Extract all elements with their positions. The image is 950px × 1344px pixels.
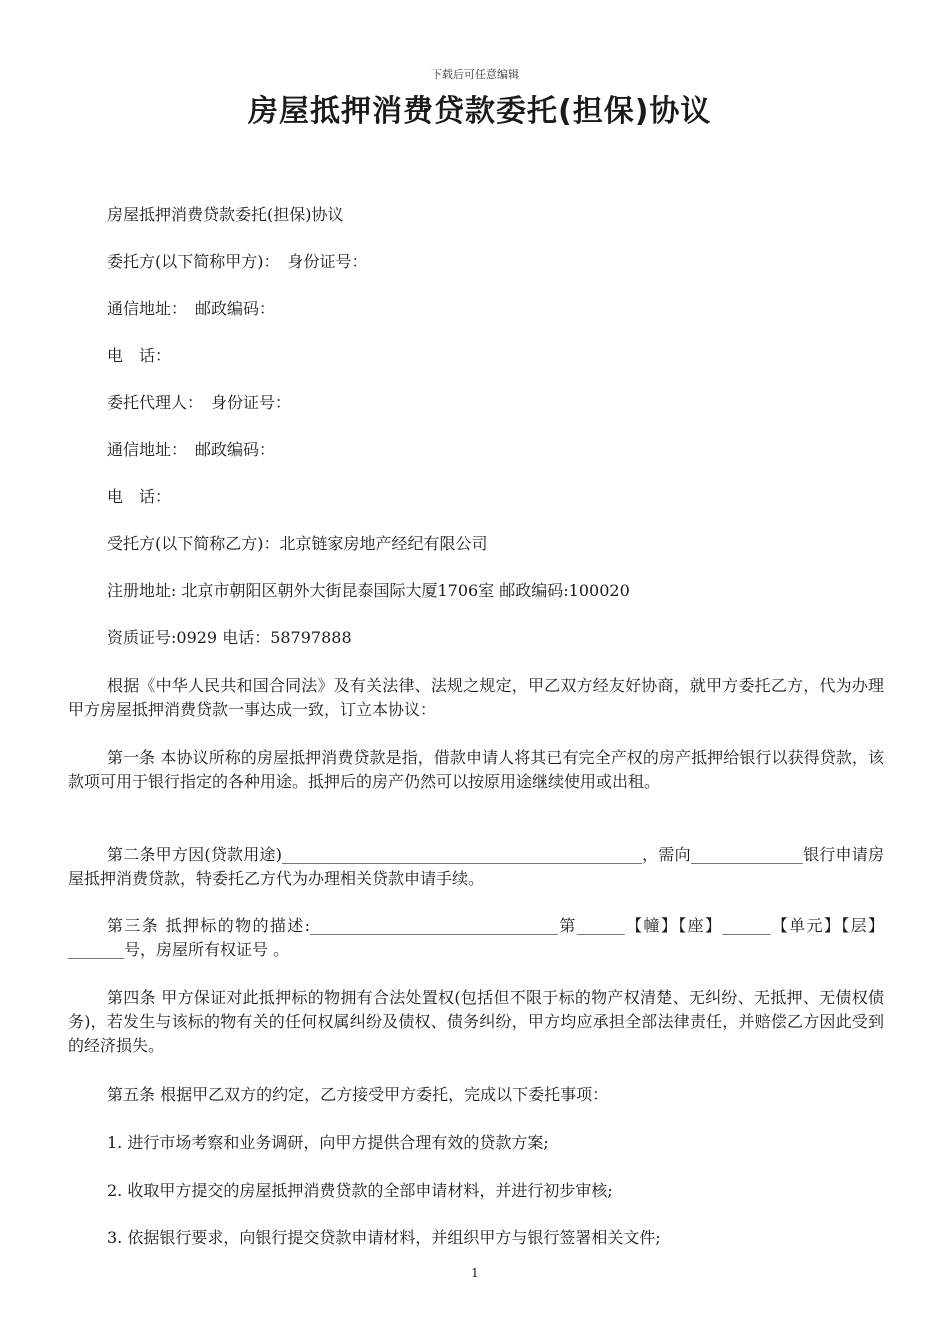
trustee-line: 受托方(以下简称乙方)：北京链家房地产经纪有限公司: [107, 534, 488, 553]
principal-address-line: 通信地址： 邮政编码：: [107, 299, 276, 318]
list-item: 2. 收取甲方提交的房屋抵押消费贷款的全部申请材料，并进行初步审核;: [107, 1181, 613, 1200]
article-4: 第四条 甲方保证对此抵押标的物拥有合法处置权(包括但不限于标的物产权清楚、无纠纷、无抵押、无债权债务)，若发生与该标的物有关的任何权属纠纷及债权、债务纠纷，甲方均应承担全部法律责任，并赔偿乙方因此受到的经济损失。: [68, 988, 884, 1055]
agent-address-line: 通信地址： 邮政编码：: [107, 440, 276, 459]
list-item: 3. 依据银行要求，向银行提交贷款申请材料，并组织甲方与银行签署相关文件;: [107, 1228, 661, 1247]
page-number: 1: [471, 1266, 479, 1280]
principal-line: 委托方(以下简称甲方)： 身份证号：: [107, 252, 368, 271]
article-3: 第三条 抵押标的物的描述:_______________________________第______【幢】【座】______【单元】【层】_______号，房屋所有权证号 。: [68, 916, 884, 959]
article-2: 第二条甲方因(贷款用途)_____________________________________________，需向______________银行申请房屋抵押消费贷款，特委托乙方代为办理相关贷款申请手续。: [68, 845, 884, 888]
header-note: 下载后可任意编辑: [431, 68, 519, 81]
qualification-line: 资质证号:0929 电话：58797888: [107, 628, 352, 647]
article-1: 第一条 本协议所称的房屋抵押消费贷款是指，借款申请人将其已有完全产权的房产抵押给银行以获得贷款，该款项可用于银行指定的各种用途。抵押后的房产仍然可以按原用途继续使用或出租。: [68, 748, 884, 791]
subtitle-line: 房屋抵押消费贷款委托(担保)协议: [107, 205, 344, 224]
intro-paragraph: 根据《中华人民共和国合同法》及有关法律、法规之规定，甲乙双方经友好协商，就甲方委托乙方，代为办理甲方房屋抵押消费贷款一事达成一致，订立本协议：: [68, 676, 884, 719]
list-item: 1. 进行市场考察和业务调研，向甲方提供合理有效的贷款方案;: [107, 1133, 549, 1152]
agent-phone-line: 电 话：: [107, 487, 172, 506]
registered-address-line: 注册地址: 北京市朝阳区朝外大街昆泰国际大厦1706室 邮政编码:100020: [107, 581, 630, 600]
agent-line: 委托代理人： 身份证号：: [107, 393, 292, 412]
document-title: 房屋抵押消费贷款委托(担保)协议: [248, 94, 712, 129]
article-5: 第五条 根据甲乙双方的约定，乙方接受甲方委托，完成以下委托事项：: [107, 1085, 609, 1104]
principal-phone-line: 电 话：: [107, 346, 172, 365]
